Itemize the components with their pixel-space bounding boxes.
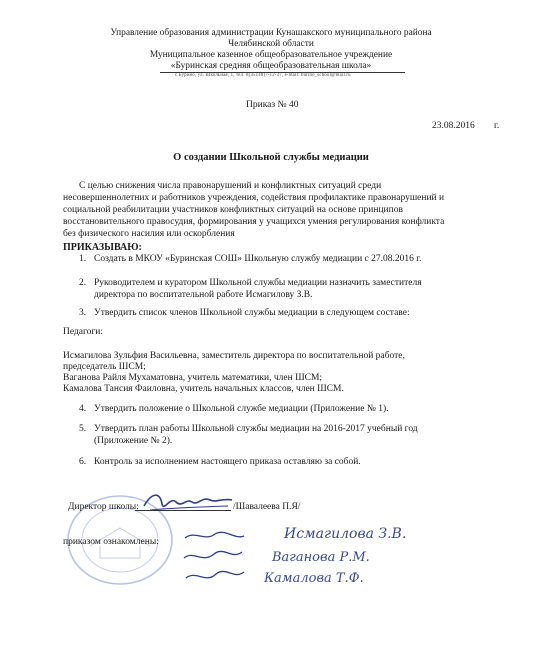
preamble-line: С целью снижения числа правонарушений и конфликтных ситуаций среди (79, 181, 382, 191)
item-number: 4. (79, 404, 87, 414)
header-institution-type: Муниципальное казенное общеобразовательное учреждение (149, 50, 393, 60)
staff-signatures (180, 528, 250, 588)
handwritten-name-1: Исмагилова З.В. (284, 526, 407, 542)
item-6: Контроль за исполнением настоящего приказа оставляю за собой. (94, 457, 361, 467)
header-ministry: Управление образования администрации Кунашакского муниципального района (110, 28, 432, 38)
director-signature (140, 488, 236, 518)
item-number: 1. (79, 254, 87, 264)
header-school-name: «Буринская средняя общеобразовательная школа» (170, 61, 372, 71)
order-date: 23.08.2016 (432, 121, 475, 131)
preamble-line: восстановительного правосудия, формирования у учащихся умения регулирования конфликта (63, 217, 445, 227)
order-title: Приказ № 40 (246, 100, 299, 110)
item-number: 2. (79, 278, 87, 288)
item-3: Утвердить список членов Школьной службы медиации в следующем составе: (94, 308, 410, 318)
header-region: Челябинской области (228, 39, 314, 49)
order-date-suffix: г. (494, 121, 500, 131)
member-1-line2: председатель ШСМ; (63, 362, 146, 372)
item-number: 5. (79, 424, 87, 434)
item-number: 6. (79, 457, 87, 467)
member-3: Камалова Тансия Фаиловна, учитель начальных классов, член ШСМ. (63, 384, 344, 394)
director-role: Директор школы: (68, 502, 139, 512)
item-2-line2: директора по воспитательной работе Исмагилову З.В. (94, 290, 313, 300)
member-1-line1: Исмагилова Зульфия Васильевна, заместитель директора по воспитательной работе, (63, 351, 405, 361)
member-2: Ваганова Райля Мухаматовна, учитель математики, член ШСМ; (63, 373, 323, 383)
handwritten-name-2: Ваганова Р.М. (272, 550, 370, 565)
teachers-label: Педагоги: (63, 327, 104, 337)
preamble-line: без физического насилия или оскорбления (63, 229, 235, 239)
director-name: /Шавалеева П.Я/ (233, 502, 301, 512)
order-word: ПРИКАЗЫВАЮ: (63, 242, 142, 253)
acknowledged-label: приказом ознакомлены: (63, 537, 159, 547)
preamble-line: социальной реабилитации участников конфликтных ситуаций на основе принципов (63, 205, 403, 215)
item-5-line1: Утвердить план работы Школьной службы медиации на 2016-2017 учебный год (94, 424, 418, 434)
order-subject: О создании Школьной службы медиации (173, 152, 369, 163)
item-4: Утвердить положение о Школьной службе медиации (Приложение № 1). (94, 404, 389, 414)
header-address: с.Бурино, ул. Школьная, 1, тел. 8(35148)7-12-37, e-mail: burino_school@mail.ru (175, 73, 351, 78)
item-5-line2: (Приложение № 2). (94, 436, 173, 446)
preamble-line: несовершеннолетних и работников учреждения, содействия профилактике правонарушений и (63, 193, 445, 203)
item-1: Создать в МКОУ «Буринская СОШ» Школьную службу медиации с 27.08.2016 г. (94, 254, 422, 264)
item-number: 3. (79, 308, 87, 318)
handwritten-name-3: Камалова Т.Ф. (264, 571, 364, 586)
item-2-line1: Руководителем и куратором Школьной службы медиации назначить заместителя (94, 278, 422, 288)
